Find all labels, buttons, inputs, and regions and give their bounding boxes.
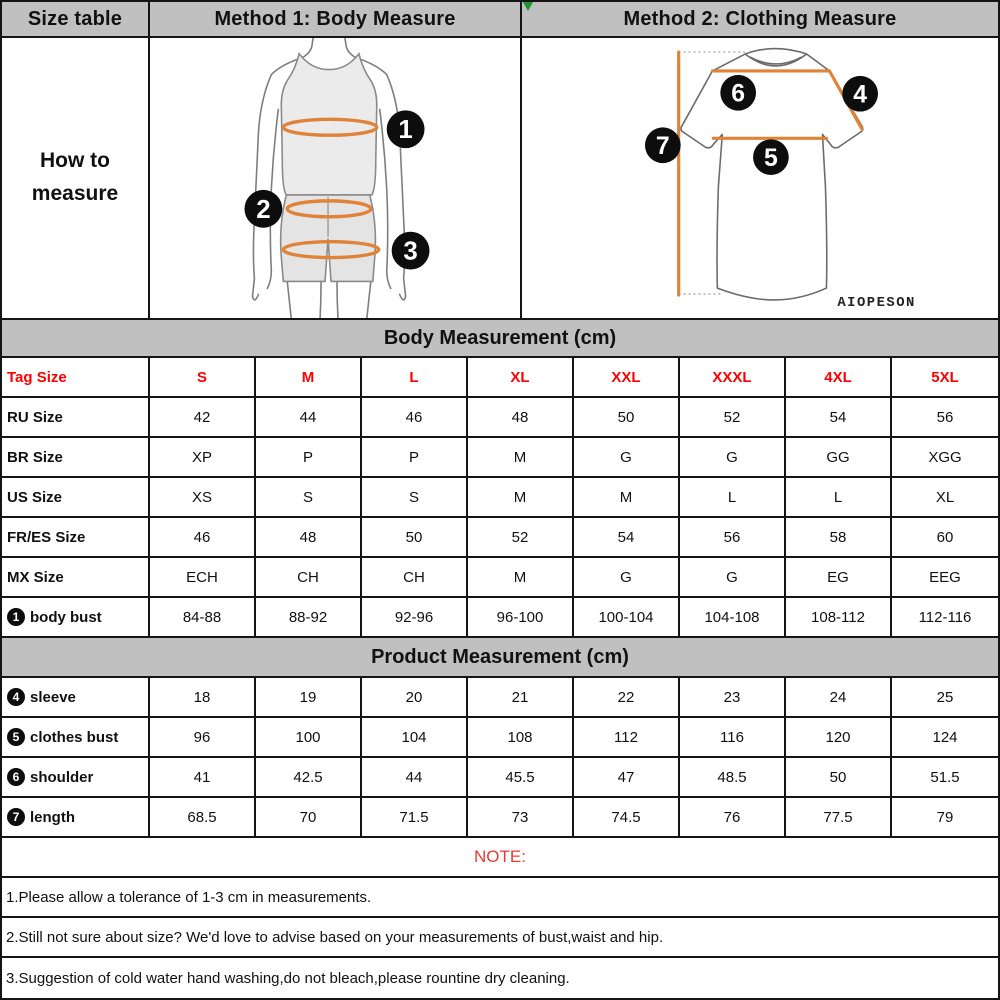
circled-number-icon: 7 [7, 808, 25, 826]
table-row [2, 718, 998, 758]
top-header-row [2, 2, 998, 38]
marker-7-icon [645, 127, 681, 163]
size-value-cell: ECH [150, 558, 256, 596]
size-value-cell: 52 [468, 518, 574, 556]
size-value-cell: 48 [256, 518, 362, 556]
note-list [2, 878, 998, 998]
svg-text:3: 3 [403, 237, 418, 266]
brand-text: AIOPESON [837, 294, 916, 311]
size-value-cell: 5XL [931, 368, 959, 386]
size-value-cell: 108 [468, 718, 574, 756]
size-value-cell: 96-100 [468, 598, 574, 636]
row-label [2, 478, 150, 516]
how-to-measure-label: How to measure [31, 149, 119, 205]
marker-2-icon [244, 190, 282, 228]
size-value-cell: XS [150, 478, 256, 516]
size-value-cell: 71.5 [362, 798, 468, 836]
row-label-text: length [30, 808, 75, 826]
size-value-cell: XL [935, 488, 955, 506]
size-value-cell: 112-116 [918, 608, 972, 626]
size-value-cell: G [680, 558, 786, 596]
circled-number-icon: 4 [7, 688, 25, 706]
size-value-cell: G [574, 438, 680, 476]
row-label-text: FR/ES Size [7, 528, 86, 546]
body-figure-drawing [150, 38, 520, 318]
row-label-text: BR Size [7, 448, 63, 466]
note-title: NOTE: [2, 838, 998, 878]
size-value-cell: 77.5 [786, 798, 892, 836]
marker-5-icon [753, 139, 789, 175]
size-value-cell: 54 [786, 398, 892, 436]
table-row [2, 518, 998, 558]
size-value-cell: GG [786, 438, 892, 476]
size-value-cell: 116 [680, 718, 786, 756]
size-value-cell: 68.5 [150, 798, 256, 836]
clothing-measure-illustration [522, 38, 998, 318]
size-value-cell: 56 [936, 408, 954, 426]
size-value-cell: 52 [680, 398, 786, 436]
size-value-cell: 73 [468, 798, 574, 836]
size-table-header-label: Size table [27, 7, 123, 30]
size-value-cell: G [680, 438, 786, 476]
size-value-cell: CH [362, 558, 468, 596]
size-value-cell: L [680, 478, 786, 516]
method1-header-label: Method 1: Body Measure [214, 7, 456, 30]
size-value-cell: 18 [150, 678, 256, 716]
size-value-cell: 112 [574, 718, 680, 756]
size-value-cell: M [574, 478, 680, 516]
circled-number-icon: 1 [7, 608, 25, 626]
size-value-cell: 48.5 [680, 758, 786, 796]
row-label-text: body bust [30, 608, 102, 626]
size-value-cell: M [256, 358, 362, 396]
size-value-cell: 70 [256, 798, 362, 836]
svg-text:4: 4 [853, 81, 868, 109]
row-label [2, 358, 150, 396]
row-label-text: clothes bust [30, 728, 119, 746]
table-row [2, 798, 998, 838]
product-measurement-title: Product Measurement (cm) [2, 638, 998, 678]
size-value-cell: 48 [468, 398, 574, 436]
row-label [2, 718, 150, 756]
svg-text:5: 5 [764, 145, 778, 173]
note-item: 1.Please allow a tolerance of 1-3 cm in measurements. [2, 878, 998, 918]
size-value-cell: XXXL [680, 358, 786, 396]
size-value-cell: S [256, 478, 362, 516]
circled-number-icon: 5 [7, 728, 25, 746]
tank-top-shape [281, 54, 376, 195]
size-value-cell: 19 [256, 678, 362, 716]
size-value-cell: 92-96 [362, 598, 468, 636]
size-value-cell: 58 [786, 518, 892, 556]
size-value-cell: 44 [362, 758, 468, 796]
marker-1-icon [387, 110, 425, 148]
size-value-cell: M [468, 558, 574, 596]
size-value-cell: 46 [150, 518, 256, 556]
size-value-cell: 51.5 [930, 768, 960, 786]
size-value-cell: XP [150, 438, 256, 476]
size-value-cell: 108-112 [786, 598, 892, 636]
size-value-cell: 74.5 [574, 798, 680, 836]
illustration-row [2, 38, 998, 320]
note-item: 3.Suggestion of cold water hand washing,do not bleach,please rountine dry cleaning. [6, 969, 570, 987]
how-to-measure-cell [2, 38, 150, 318]
size-value-cell: EEG [929, 568, 961, 586]
body-measurement-title: Body Measurement (cm) [2, 320, 998, 358]
svg-text:1: 1 [398, 116, 413, 145]
size-value-cell: 4XL [786, 358, 892, 396]
size-value-cell: 50 [574, 398, 680, 436]
cell-corner-marker-icon [523, 2, 533, 11]
size-value-cell: 20 [362, 678, 468, 716]
size-value-cell: 56 [680, 518, 786, 556]
size-value-cell: CH [256, 558, 362, 596]
size-value-cell: G [574, 558, 680, 596]
marker-3-icon [392, 232, 430, 270]
row-label [2, 398, 150, 436]
tshirt-drawing [522, 38, 998, 318]
size-value-cell: 41 [150, 758, 256, 796]
size-value-cell: 46 [362, 398, 468, 436]
table-row [2, 438, 998, 478]
note-item: 2.Still not sure about size? We'd love to advise based on your measurements of bust,waist and hip. [2, 918, 998, 958]
row-label-text: MX Size [7, 568, 64, 586]
table-row [2, 478, 998, 518]
svg-text:2: 2 [256, 195, 271, 224]
size-value-cell: 22 [574, 678, 680, 716]
size-value-cell: 120 [786, 718, 892, 756]
row-label-text: shoulder [30, 768, 94, 786]
row-label-text: sleeve [30, 688, 76, 706]
table-row [2, 598, 998, 638]
table-row [2, 558, 998, 598]
size-value-cell: EG [786, 558, 892, 596]
size-value-cell: 54 [574, 518, 680, 556]
method2-header-label: Method 2: Clothing Measure [623, 7, 897, 30]
size-value-cell: L [362, 358, 468, 396]
row-label [2, 758, 150, 796]
table-row [2, 398, 998, 438]
size-value-cell: L [786, 478, 892, 516]
size-value-cell: 96 [150, 718, 256, 756]
size-value-cell: 45.5 [468, 758, 574, 796]
size-value-cell: 23 [680, 678, 786, 716]
row-label [2, 598, 150, 636]
size-value-cell: XXL [574, 358, 680, 396]
size-value-cell: 100-104 [574, 598, 680, 636]
body-measure-illustration [150, 38, 522, 318]
table-row [2, 678, 998, 718]
size-value-cell: P [362, 438, 468, 476]
marker-4-icon [842, 76, 878, 112]
size-value-cell: 104-108 [680, 598, 786, 636]
size-value-cell: 84-88 [150, 598, 256, 636]
size-value-cell: 24 [786, 678, 892, 716]
size-value-cell: 42 [150, 398, 256, 436]
size-value-cell: XGG [928, 448, 962, 466]
size-value-cell: P [256, 438, 362, 476]
row-label-text: RU Size [7, 408, 63, 426]
size-value-cell: S [150, 358, 256, 396]
size-value-cell: 124 [932, 728, 958, 746]
size-value-cell: 104 [362, 718, 468, 756]
method1-header [150, 2, 522, 36]
svg-text:7: 7 [655, 133, 670, 161]
marker-6-icon [720, 75, 756, 111]
row-label-text: US Size [7, 488, 63, 506]
size-value-cell: 88-92 [256, 598, 362, 636]
size-value-cell: 44 [256, 398, 362, 436]
size-value-cell: 47 [574, 758, 680, 796]
size-value-cell: M [468, 438, 574, 476]
row-label-text: Tag Size [7, 368, 67, 386]
size-value-cell: 76 [680, 798, 786, 836]
row-label [2, 798, 150, 836]
size-value-cell: 50 [362, 518, 468, 556]
size-value-cell: 50 [786, 758, 892, 796]
size-value-cell: 100 [256, 718, 362, 756]
size-value-cell: 60 [936, 528, 954, 546]
body-measurement-table [2, 358, 998, 638]
row-label [2, 438, 150, 476]
row-label [2, 678, 150, 716]
row-label [2, 518, 150, 556]
svg-text:6: 6 [731, 80, 746, 108]
size-value-cell: 25 [936, 688, 954, 706]
size-table-header [2, 2, 150, 36]
product-measurement-table [2, 678, 998, 838]
row-label [2, 558, 150, 596]
size-value-cell: 79 [936, 808, 954, 826]
circled-number-icon: 6 [7, 768, 25, 786]
table-row [2, 758, 998, 798]
size-value-cell: XL [468, 358, 574, 396]
size-value-cell: 42.5 [256, 758, 362, 796]
method2-header [522, 2, 998, 36]
size-value-cell: M [468, 478, 574, 516]
size-value-cell: S [362, 478, 468, 516]
table-row [2, 358, 998, 398]
size-value-cell: 21 [468, 678, 574, 716]
